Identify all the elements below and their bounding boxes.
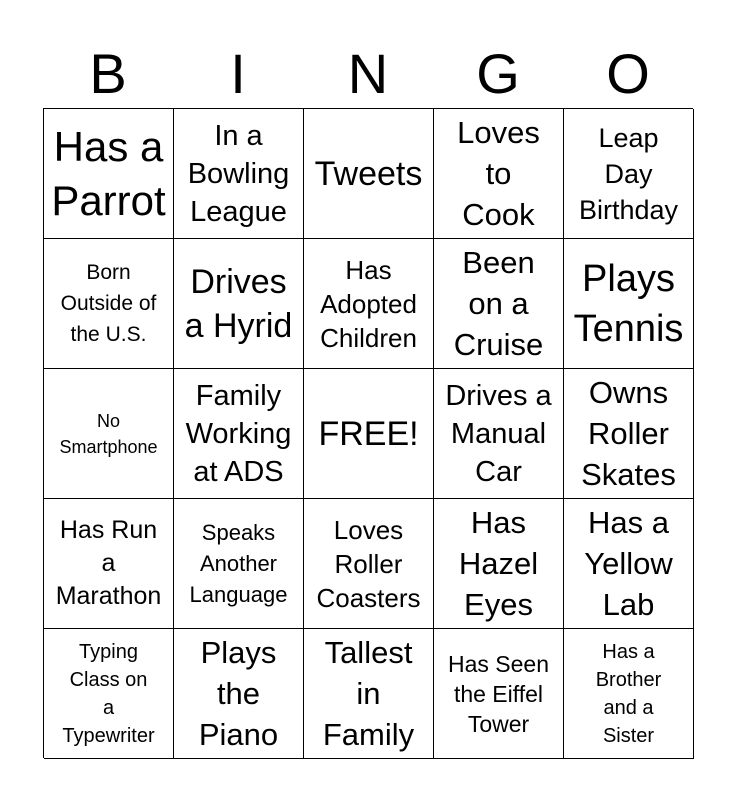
bingo-cell[interactable] — [434, 369, 564, 499]
cell-text: In a Bowling League — [187, 119, 290, 228]
bingo-cell[interactable] — [564, 239, 694, 369]
bingo-cell[interactable] — [564, 499, 694, 629]
cell-text: Has a Brother and a Sister — [595, 640, 662, 747]
cell-text: Has a Yellow Lab — [584, 505, 673, 622]
bingo-cell[interactable] — [44, 499, 174, 629]
bingo-cell[interactable] — [304, 239, 434, 369]
bingo-cell[interactable] — [174, 239, 304, 369]
header-letter-o: O — [606, 42, 650, 105]
bingo-cell[interactable] — [174, 369, 304, 499]
bingo-cell[interactable] — [434, 629, 564, 759]
cell-text: Tallest in Family — [322, 635, 415, 752]
cell-text: Has Run a Marathon — [55, 516, 162, 610]
bingo-cell[interactable] — [174, 499, 304, 629]
free-space-cell[interactable] — [304, 369, 434, 499]
bingo-cell[interactable] — [44, 369, 174, 499]
cell-text: Family Working at ADS — [185, 379, 292, 488]
cell-text: Speaks Another Language — [189, 520, 288, 607]
cell-text: Leap Day Birthday — [578, 122, 679, 225]
cell-text: Been on a Cruise — [453, 245, 544, 362]
bingo-header — [43, 40, 693, 108]
bingo-cell[interactable] — [174, 629, 304, 759]
cell-text: Plays the Piano — [198, 635, 279, 752]
cell-text: Loves Roller Coasters — [316, 514, 421, 613]
cell-text: Loves to Cook — [457, 115, 540, 232]
cell-text: No Smartphone — [59, 410, 158, 457]
cell-text: Born Outside of the U.S. — [60, 261, 157, 346]
bingo-cell[interactable] — [304, 629, 434, 759]
bingo-cell[interactable] — [174, 109, 304, 239]
bingo-cell[interactable] — [434, 109, 564, 239]
bingo-cell[interactable] — [564, 369, 694, 499]
bingo-cell[interactable] — [564, 629, 694, 759]
bingo-cell[interactable] — [564, 109, 694, 239]
bingo-cell[interactable] — [44, 629, 174, 759]
cell-text: Drives a Hyrid — [184, 262, 293, 345]
header-letter-i: I — [230, 42, 246, 105]
header-letter-b: B — [89, 42, 127, 105]
header-letter-g: G — [476, 42, 520, 105]
cell-text: Has Adopted Children — [320, 254, 417, 353]
bingo-cell[interactable] — [434, 499, 564, 629]
header-letter-n: N — [347, 42, 389, 105]
free-space-label: FREE! — [318, 414, 419, 453]
cell-text: Has Hazel Eyes — [458, 505, 539, 622]
bingo-cell[interactable] — [304, 109, 434, 239]
bingo-cell[interactable] — [44, 109, 174, 239]
cell-text: Drives a Manual Car — [445, 379, 552, 488]
cell-text: Plays Tennis — [573, 257, 684, 350]
cell-text: Tweets — [314, 154, 423, 193]
bingo-grid — [43, 108, 693, 758]
cell-text: Has a Parrot — [51, 122, 166, 224]
cell-text: Has Seen the Eiffel Tower — [447, 650, 549, 737]
cell-text: Owns Roller Skates — [581, 375, 676, 492]
bingo-cell[interactable] — [304, 499, 434, 629]
bingo-cell[interactable] — [44, 239, 174, 369]
bingo-cell[interactable] — [434, 239, 564, 369]
cell-text: Typing Class on a Typewriter — [62, 640, 155, 747]
